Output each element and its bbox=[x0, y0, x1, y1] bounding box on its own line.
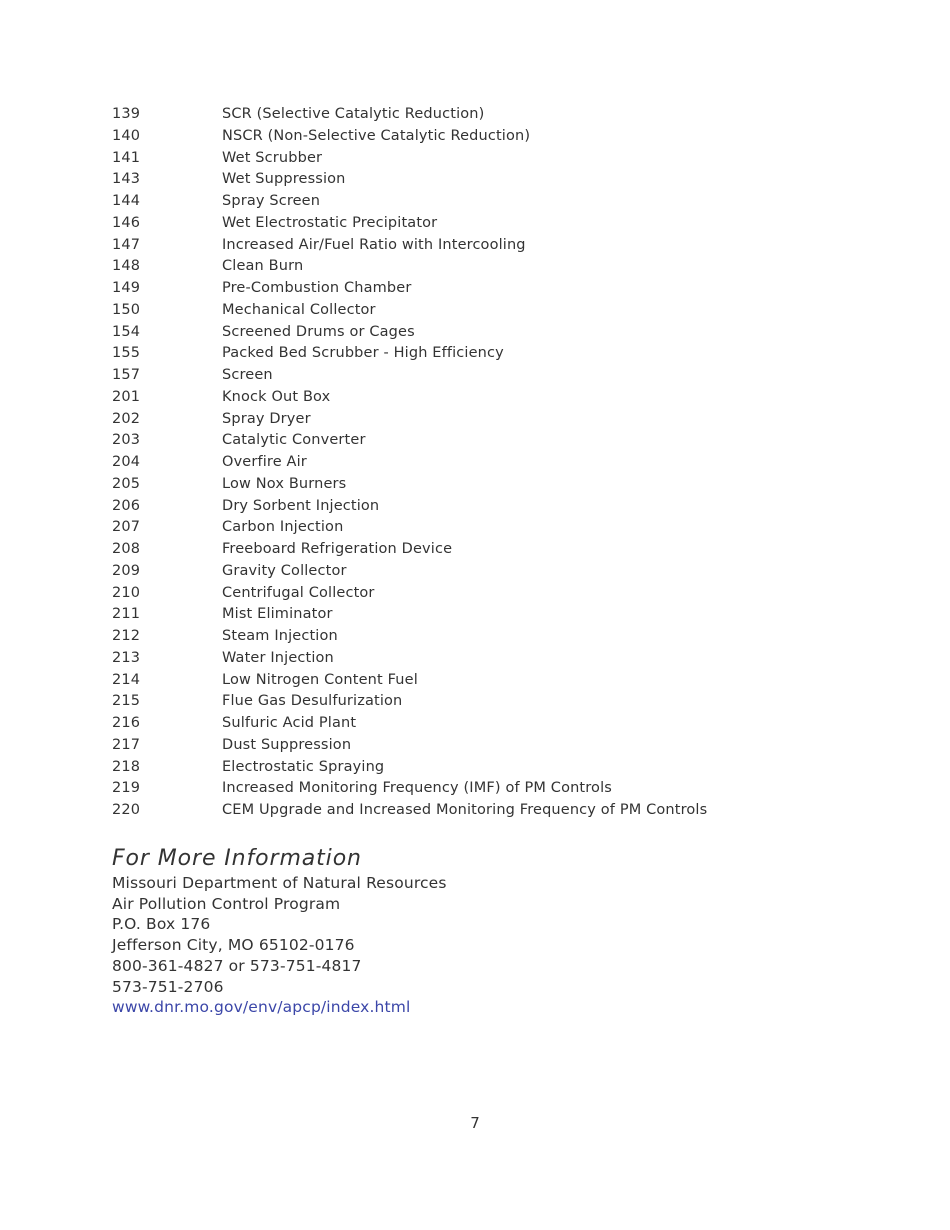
code-row bbox=[112, 539, 832, 561]
code-label: Screen bbox=[222, 367, 273, 383]
code-number: 139 bbox=[112, 106, 141, 122]
contact-line: Missouri Department of Natural Resources bbox=[112, 874, 447, 892]
code-number: 150 bbox=[112, 301, 141, 318]
contact-line: 800-361-4827 or 573-751-4817 bbox=[112, 956, 362, 975]
code-label: Steam Injection bbox=[222, 628, 338, 644]
code-label: Mechanical Collector bbox=[222, 301, 376, 318]
code-number: 210 bbox=[112, 584, 141, 601]
code-row bbox=[112, 778, 832, 800]
code-label: Overfire Air bbox=[222, 454, 307, 470]
code-number: 209 bbox=[112, 562, 141, 579]
code-label: Electrostatic Spraying bbox=[222, 758, 385, 775]
code-row bbox=[112, 235, 832, 257]
code-row bbox=[112, 474, 832, 496]
page-number: 7 bbox=[470, 1114, 480, 1132]
code-row bbox=[112, 191, 832, 213]
code-row bbox=[112, 365, 832, 387]
code-label: Spray Screen bbox=[222, 193, 321, 209]
for-more-information-section bbox=[112, 845, 812, 1018]
code-label: Low Nitrogen Content Fuel bbox=[222, 671, 418, 688]
code-number: 148 bbox=[112, 258, 141, 275]
code-row bbox=[112, 648, 832, 670]
code-number: 219 bbox=[112, 780, 141, 797]
code-label: Centrifugal Collector bbox=[222, 584, 375, 601]
control-device-code-list bbox=[112, 104, 832, 822]
code-row bbox=[112, 322, 832, 344]
code-row bbox=[112, 517, 832, 539]
code-number: 206 bbox=[112, 497, 141, 514]
code-label: Wet Scrubber bbox=[222, 149, 323, 166]
code-row bbox=[112, 387, 832, 409]
code-row bbox=[112, 409, 832, 431]
code-label: CEM Upgrade and Increased Monitoring Frequency of PM Controls bbox=[222, 802, 708, 818]
code-number: 211 bbox=[112, 606, 141, 623]
for-more-information-heading: For More Information bbox=[112, 846, 362, 871]
code-label: Wet Suppression bbox=[222, 171, 346, 188]
code-number: 214 bbox=[112, 671, 141, 688]
code-number: 202 bbox=[112, 410, 141, 427]
code-label: Wet Electrostatic Precipitator bbox=[222, 214, 438, 231]
code-number: 157 bbox=[112, 367, 141, 383]
code-row bbox=[112, 604, 832, 626]
code-row bbox=[112, 713, 832, 735]
code-row bbox=[112, 583, 832, 605]
code-label: Gravity Collector bbox=[222, 562, 347, 579]
contact-line: Jefferson City, MO 65102-0176 bbox=[112, 936, 355, 955]
code-row bbox=[112, 496, 832, 518]
code-row bbox=[112, 256, 832, 278]
code-number: 143 bbox=[112, 171, 141, 188]
code-row bbox=[112, 430, 832, 452]
code-row bbox=[112, 670, 832, 692]
code-label: Dry Sorbent Injection bbox=[222, 497, 380, 514]
code-label: Clean Burn bbox=[222, 258, 304, 275]
code-number: 205 bbox=[112, 475, 141, 492]
code-label: Dust Suppression bbox=[222, 736, 352, 753]
code-label: Water Injection bbox=[222, 649, 334, 666]
code-row bbox=[112, 300, 832, 322]
code-number: 141 bbox=[112, 149, 141, 166]
contact-line: 573-751-2706 bbox=[112, 977, 224, 996]
contact-line: P.O. Box 176 bbox=[112, 915, 211, 934]
code-label: Packed Bed Scrubber - High Efficiency bbox=[222, 345, 504, 362]
code-label: SCR (Selective Catalytic Reduction) bbox=[222, 106, 485, 122]
code-label: Spray Dryer bbox=[222, 410, 311, 427]
code-label: Increased Monitoring Frequency (IMF) of PM Controls bbox=[222, 780, 612, 797]
code-number: 216 bbox=[112, 715, 141, 731]
code-row bbox=[112, 213, 832, 235]
code-number: 204 bbox=[112, 454, 141, 470]
code-label: Increased Air/Fuel Ratio with Intercooling bbox=[222, 236, 526, 253]
code-row bbox=[112, 735, 832, 757]
code-number: 144 bbox=[112, 193, 141, 209]
contact-line: Air Pollution Control Program bbox=[112, 894, 341, 913]
code-label: Carbon Injection bbox=[222, 519, 344, 536]
code-number: 155 bbox=[112, 345, 141, 362]
code-label: Knock Out Box bbox=[222, 388, 331, 405]
code-number: 154 bbox=[112, 323, 141, 340]
code-label: Freeboard Refrigeration Device bbox=[222, 541, 453, 557]
code-row bbox=[112, 757, 832, 779]
code-label: Pre-Combustion Chamber bbox=[222, 280, 412, 296]
code-row bbox=[112, 452, 832, 474]
code-number: 147 bbox=[112, 236, 141, 253]
code-number: 207 bbox=[112, 519, 141, 536]
code-number: 146 bbox=[112, 214, 141, 231]
code-number: 213 bbox=[112, 649, 141, 666]
code-number: 208 bbox=[112, 541, 141, 557]
code-number: 217 bbox=[112, 736, 141, 753]
code-number: 215 bbox=[112, 693, 141, 710]
code-number: 203 bbox=[112, 432, 141, 449]
code-row bbox=[112, 800, 832, 822]
code-number: 140 bbox=[112, 127, 141, 144]
code-number: 201 bbox=[112, 388, 141, 405]
code-row bbox=[112, 626, 832, 648]
code-label: Low Nox Burners bbox=[222, 475, 347, 492]
code-row bbox=[112, 278, 832, 300]
code-row bbox=[112, 104, 832, 126]
agency-website-link[interactable]: www.dnr.mo.gov/env/apcp/index.html bbox=[112, 998, 411, 1017]
code-number: 212 bbox=[112, 628, 141, 644]
code-label: Flue Gas Desulfurization bbox=[222, 693, 403, 710]
code-row bbox=[112, 169, 832, 191]
contact-details bbox=[112, 873, 812, 997]
code-label: Sulfuric Acid Plant bbox=[222, 715, 357, 731]
code-row bbox=[112, 148, 832, 170]
code-row bbox=[112, 343, 832, 365]
code-number: 149 bbox=[112, 280, 141, 296]
code-label: Mist Eliminator bbox=[222, 606, 333, 623]
code-label: Catalytic Converter bbox=[222, 432, 366, 449]
code-label: Screened Drums or Cages bbox=[222, 323, 415, 340]
code-number: 220 bbox=[112, 802, 141, 818]
code-number: 218 bbox=[112, 758, 141, 775]
code-row bbox=[112, 691, 832, 713]
code-label: NSCR (Non-Selective Catalytic Reduction) bbox=[222, 127, 531, 144]
code-row bbox=[112, 126, 832, 148]
code-row bbox=[112, 561, 832, 583]
